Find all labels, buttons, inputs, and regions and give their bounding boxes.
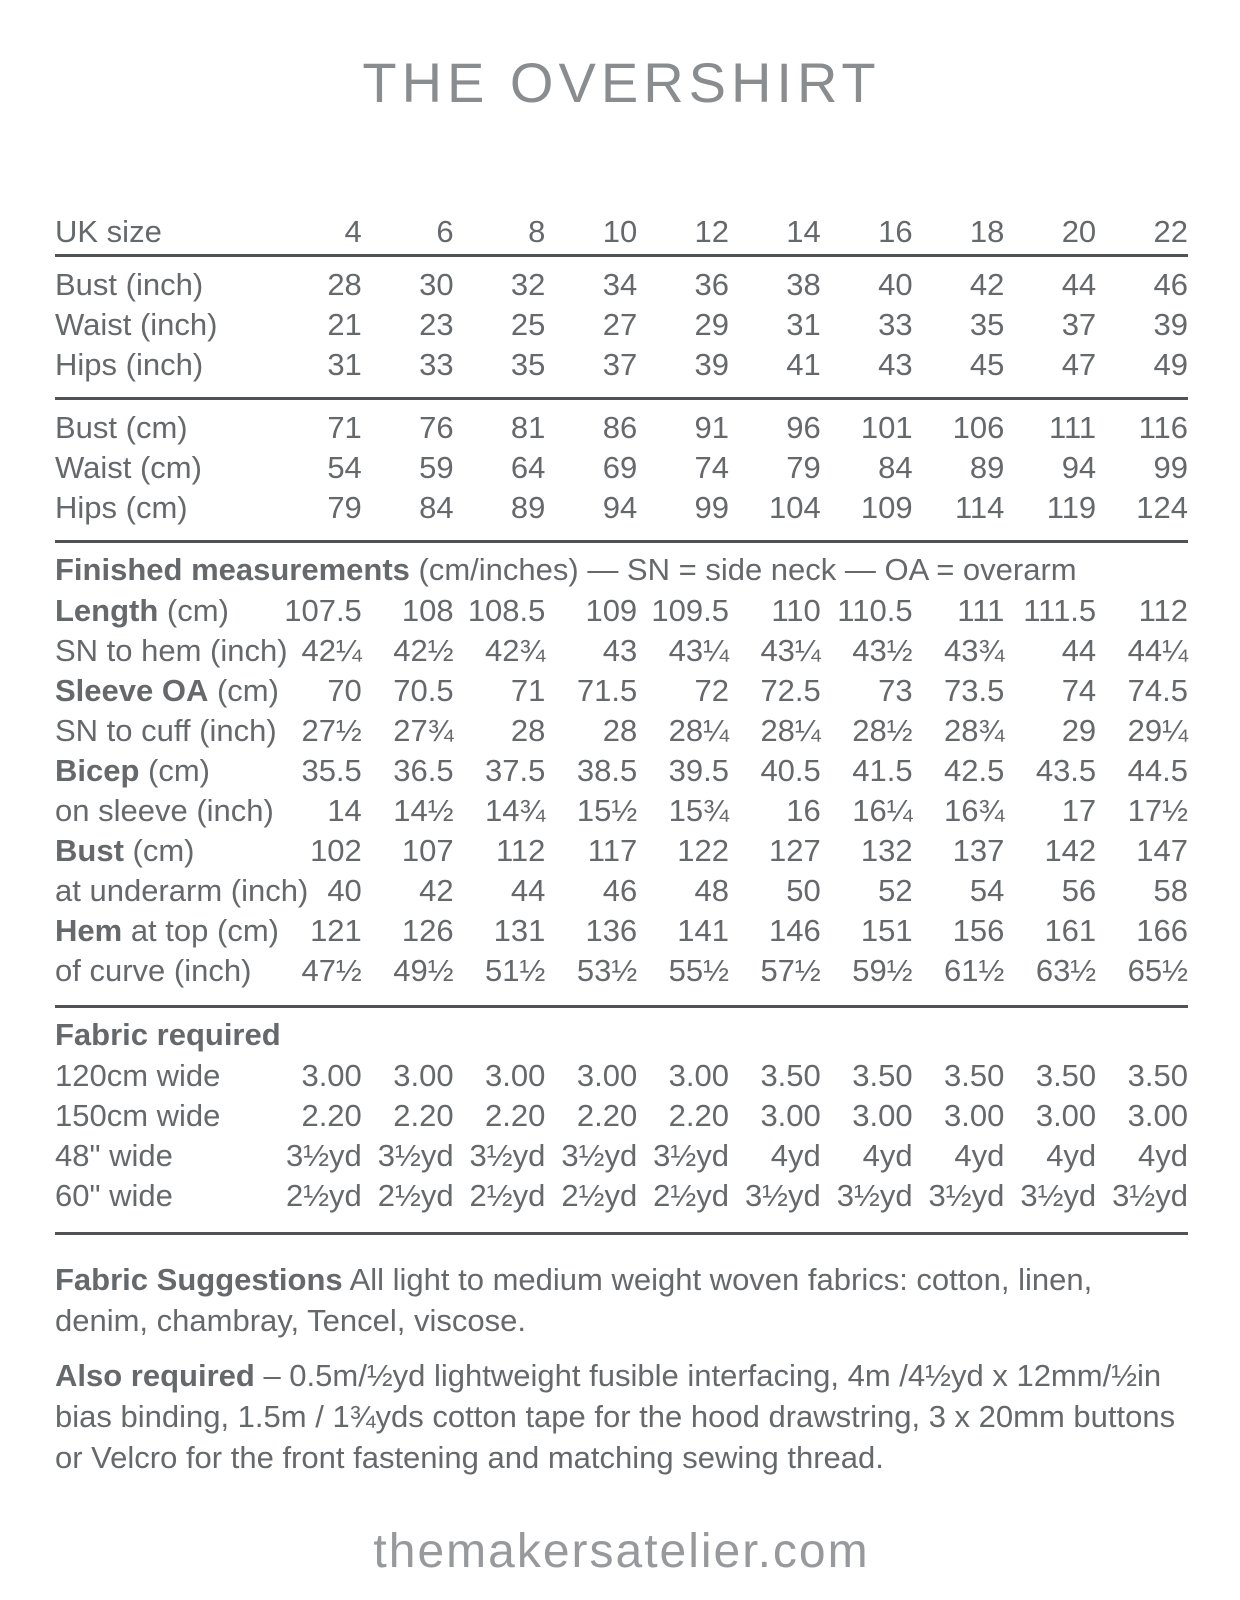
fabric-required-heading bbox=[55, 1014, 1188, 1056]
value-cell: 2.20 bbox=[393, 1098, 454, 1133]
value-cell: 14¾ bbox=[485, 793, 546, 828]
value-cell: 4yd bbox=[954, 1138, 1005, 1173]
value-cell: 38.5 bbox=[576, 753, 638, 788]
table-row bbox=[55, 831, 1188, 871]
value-cell: 51½ bbox=[485, 953, 546, 988]
value-cell: 111 bbox=[957, 593, 1005, 628]
value-cell: 32 bbox=[510, 267, 546, 302]
fabric-suggestions-text: All light to medium weight woven fabrics: cotton, linen, denim, chambray, Tencel, viscose. bbox=[55, 1262, 1093, 1338]
value-cell: 101 bbox=[860, 410, 913, 445]
finished-measurements-table bbox=[55, 591, 1188, 991]
value-cell: 39.5 bbox=[668, 753, 729, 788]
table-row bbox=[55, 408, 1188, 448]
row-label: 150cm wide bbox=[55, 1098, 221, 1133]
row-label: at underarm (inch) bbox=[55, 873, 309, 908]
value-cell: 104 bbox=[769, 490, 821, 525]
value-cell: 112 bbox=[495, 833, 546, 868]
value-cell: 31 bbox=[786, 307, 821, 342]
table-row bbox=[55, 671, 1188, 711]
value-cell: 2.20 bbox=[668, 1098, 729, 1133]
value-cell: 111 bbox=[1049, 410, 1097, 445]
value-cell: 15¾ bbox=[668, 793, 729, 828]
value-cell: 37 bbox=[1061, 307, 1097, 342]
value-cell: 142 bbox=[1044, 833, 1097, 868]
value-cell: 23 bbox=[419, 307, 454, 342]
value-cell: 131 bbox=[493, 913, 546, 948]
footer-url: themakersatelier.com bbox=[373, 1525, 870, 1578]
value-cell: 119 bbox=[1046, 490, 1097, 525]
value-cell: 16 bbox=[786, 793, 821, 828]
value-cell: 6 bbox=[436, 214, 454, 249]
value-cell: 3.00 bbox=[852, 1098, 913, 1133]
page-title: THE OVERSHIRT bbox=[362, 51, 881, 114]
value-cell: 28 bbox=[510, 713, 546, 748]
value-cell: 22 bbox=[1153, 214, 1188, 249]
value-cell: 110.5 bbox=[837, 593, 913, 628]
value-cell: 55½ bbox=[668, 953, 729, 988]
value-cell: 109 bbox=[860, 490, 913, 525]
value-cell: 35.5 bbox=[301, 753, 362, 788]
value-cell: 49½ bbox=[393, 953, 454, 988]
uk-size-table bbox=[55, 210, 1188, 254]
value-cell: 106 bbox=[952, 410, 1005, 445]
table-row bbox=[55, 345, 1188, 385]
value-cell: 111.5 bbox=[1023, 593, 1097, 628]
value-cell: 91 bbox=[694, 410, 729, 445]
value-cell: 109.5 bbox=[651, 593, 729, 628]
value-cell: 3.00 bbox=[576, 1058, 638, 1093]
row-label: Bicep (cm) bbox=[55, 753, 211, 788]
value-cell: 72.5 bbox=[760, 673, 821, 708]
also-required-paragraph bbox=[55, 1355, 1188, 1478]
value-cell: 3.50 bbox=[852, 1058, 913, 1093]
value-cell: 94 bbox=[602, 490, 638, 525]
row-label: 60" wide bbox=[55, 1178, 173, 1213]
also-required-text: – 0.5m/½yd lightweight fusible interfacing, 4m /4½yd x 12mm/½in bias binding, 1.5m / 1¾yds cotton tape for the hood drawstring, 3 x 20mm buttons or Velcro for the front fastening and matching sewing thread. bbox=[55, 1358, 1176, 1475]
value-cell: 43.5 bbox=[1035, 753, 1097, 788]
row-label: Hips (inch) bbox=[55, 347, 204, 382]
table-row bbox=[55, 210, 1188, 254]
value-cell: 44 bbox=[1061, 633, 1097, 668]
value-cell: 3.00 bbox=[301, 1058, 362, 1093]
value-cell: 114 bbox=[954, 490, 1005, 525]
row-label: SN to cuff (inch) bbox=[55, 713, 277, 748]
row-label: 120cm wide bbox=[55, 1058, 221, 1093]
table-row bbox=[55, 751, 1188, 791]
value-cell: 4yd bbox=[1046, 1138, 1097, 1173]
value-cell: 14 bbox=[327, 793, 362, 828]
value-cell: 40 bbox=[878, 267, 913, 302]
value-cell: 64 bbox=[510, 450, 546, 485]
table-row bbox=[55, 631, 1188, 671]
value-cell: 27½ bbox=[301, 713, 362, 748]
value-cell: 3.00 bbox=[393, 1058, 454, 1093]
value-cell: 47 bbox=[1061, 347, 1097, 382]
value-cell: 43¼ bbox=[760, 633, 821, 668]
value-cell: 3.00 bbox=[668, 1058, 729, 1093]
value-cell: 3½yd bbox=[469, 1138, 546, 1173]
value-cell: 4yd bbox=[862, 1138, 913, 1173]
value-cell: 70.5 bbox=[393, 673, 454, 708]
value-cell: 3.00 bbox=[760, 1098, 821, 1133]
value-cell: 59 bbox=[419, 450, 454, 485]
value-cell: 89 bbox=[510, 490, 546, 525]
value-cell: 141 bbox=[677, 913, 729, 948]
value-cell: 86 bbox=[602, 410, 638, 445]
row-label: Sleeve OA (cm) bbox=[55, 673, 279, 708]
value-cell: 54 bbox=[969, 873, 1005, 908]
value-cell: 3.50 bbox=[944, 1058, 1005, 1093]
body-inch-section bbox=[55, 257, 1188, 397]
value-cell: 42¾ bbox=[485, 633, 546, 668]
table-row bbox=[55, 951, 1188, 991]
value-cell: 12 bbox=[694, 214, 729, 249]
value-cell: 107.5 bbox=[284, 593, 362, 628]
row-label: Hips (cm) bbox=[55, 490, 188, 525]
value-cell: 96 bbox=[786, 410, 821, 445]
value-cell: 15½ bbox=[576, 793, 638, 828]
also-required-lead: Also required bbox=[55, 1358, 255, 1393]
value-cell: 126 bbox=[401, 913, 454, 948]
row-label: Bust (inch) bbox=[55, 267, 204, 302]
value-cell: 117 bbox=[587, 833, 638, 868]
value-cell: 79 bbox=[786, 450, 821, 485]
value-cell: 44 bbox=[510, 873, 546, 908]
value-cell: 99 bbox=[694, 490, 729, 525]
value-cell: 56 bbox=[1061, 873, 1097, 908]
fabric-heading-bold: Fabric required bbox=[55, 1017, 281, 1052]
value-cell: 29 bbox=[694, 307, 729, 342]
value-cell: 156 bbox=[952, 913, 1005, 948]
value-cell: 2.20 bbox=[576, 1098, 638, 1133]
value-cell: 84 bbox=[878, 450, 913, 485]
value-cell: 73 bbox=[878, 673, 913, 708]
value-cell: 81 bbox=[510, 410, 546, 445]
table-row bbox=[55, 1056, 1188, 1096]
value-cell: 38 bbox=[786, 267, 821, 302]
table-row bbox=[55, 448, 1188, 488]
value-cell: 28½ bbox=[852, 713, 913, 748]
value-cell: 41.5 bbox=[852, 753, 913, 788]
value-cell: 28 bbox=[602, 713, 638, 748]
value-cell: 39 bbox=[694, 347, 729, 382]
value-cell: 65½ bbox=[1127, 953, 1188, 988]
value-cell: 28¼ bbox=[668, 713, 729, 748]
value-cell: 132 bbox=[860, 833, 913, 868]
value-cell: 3.00 bbox=[944, 1098, 1005, 1133]
value-cell: 72 bbox=[694, 673, 729, 708]
finished-measurements-section bbox=[55, 543, 1188, 1005]
body-inch-table bbox=[55, 265, 1188, 385]
value-cell: 35 bbox=[510, 347, 546, 382]
value-cell: 3½yd bbox=[1112, 1178, 1188, 1213]
value-cell: 42¼ bbox=[301, 633, 362, 668]
value-cell: 40 bbox=[327, 873, 362, 908]
value-cell: 74 bbox=[1061, 673, 1097, 708]
row-label: Waist (cm) bbox=[55, 450, 202, 485]
value-cell: 25 bbox=[510, 307, 546, 342]
value-cell: 3½yd bbox=[744, 1178, 821, 1213]
notes-section bbox=[55, 1235, 1188, 1478]
value-cell: 33 bbox=[419, 347, 454, 382]
value-cell: 53½ bbox=[576, 953, 638, 988]
value-cell: 43 bbox=[602, 633, 638, 668]
value-cell: 36.5 bbox=[393, 753, 454, 788]
value-cell: 3½yd bbox=[1020, 1178, 1097, 1213]
row-label: Waist (inch) bbox=[55, 307, 218, 342]
value-cell: 8 bbox=[528, 214, 546, 249]
value-cell: 110 bbox=[771, 593, 821, 628]
value-cell: 121 bbox=[310, 913, 362, 948]
value-cell: 29 bbox=[1061, 713, 1097, 748]
value-cell: 46 bbox=[602, 873, 638, 908]
value-cell: 35 bbox=[969, 307, 1005, 342]
row-label: Bust (cm) bbox=[55, 833, 195, 868]
value-cell: 2½yd bbox=[561, 1178, 638, 1213]
value-cell: 43 bbox=[878, 347, 913, 382]
table-row bbox=[55, 265, 1188, 305]
value-cell: 52 bbox=[878, 873, 913, 908]
value-cell: 70 bbox=[327, 673, 362, 708]
value-cell: 63½ bbox=[1035, 953, 1097, 988]
value-cell: 4yd bbox=[1138, 1138, 1188, 1173]
value-cell: 3½yd bbox=[377, 1138, 454, 1173]
value-cell: 74 bbox=[694, 450, 729, 485]
value-cell: 16¼ bbox=[852, 793, 913, 828]
finished-measurements-heading bbox=[55, 549, 1188, 591]
value-cell: 58 bbox=[1153, 873, 1188, 908]
value-cell: 43½ bbox=[852, 633, 913, 668]
value-cell: 27 bbox=[602, 307, 638, 342]
value-cell: 20 bbox=[1061, 214, 1097, 249]
value-cell: 43¾ bbox=[944, 633, 1005, 668]
value-cell: 3½yd bbox=[561, 1138, 638, 1173]
value-cell: 50 bbox=[786, 873, 821, 908]
value-cell: 146 bbox=[769, 913, 821, 948]
table-row bbox=[55, 1096, 1188, 1136]
value-cell: 42½ bbox=[393, 633, 454, 668]
value-cell: 71.5 bbox=[576, 673, 638, 708]
uk-size-header-section bbox=[55, 210, 1188, 254]
value-cell: 21 bbox=[327, 307, 362, 342]
value-cell: 3.00 bbox=[1035, 1098, 1097, 1133]
finished-heading-bold: Finished measurements bbox=[55, 552, 410, 587]
value-cell: 3.50 bbox=[760, 1058, 821, 1093]
fabric-suggestions-paragraph bbox=[55, 1259, 1188, 1341]
value-cell: 37 bbox=[602, 347, 638, 382]
value-cell: 42 bbox=[419, 873, 454, 908]
value-cell: 102 bbox=[310, 833, 362, 868]
row-label: on sleeve (inch) bbox=[55, 793, 274, 828]
value-cell: 122 bbox=[677, 833, 729, 868]
value-cell: 14½ bbox=[393, 793, 454, 828]
table-row bbox=[55, 305, 1188, 345]
value-cell: 28¾ bbox=[944, 713, 1005, 748]
value-cell: 49 bbox=[1153, 347, 1188, 382]
value-cell: 2½yd bbox=[653, 1178, 729, 1213]
row-label: Hem at top (cm) bbox=[55, 913, 279, 948]
value-cell: 18 bbox=[969, 214, 1005, 249]
value-cell: 44¼ bbox=[1127, 633, 1188, 668]
value-cell: 40.5 bbox=[760, 753, 821, 788]
value-cell: 127 bbox=[769, 833, 821, 868]
value-cell: 37.5 bbox=[485, 753, 546, 788]
value-cell: 33 bbox=[878, 307, 913, 342]
table-row bbox=[55, 591, 1188, 631]
value-cell: 84 bbox=[419, 490, 454, 525]
value-cell: 2.20 bbox=[485, 1098, 546, 1133]
value-cell: 31 bbox=[327, 347, 362, 382]
row-label: Length (cm) bbox=[55, 593, 229, 628]
value-cell: 124 bbox=[1136, 490, 1188, 525]
fabric-suggestions-lead: Fabric Suggestions bbox=[55, 1262, 343, 1297]
value-cell: 29¼ bbox=[1127, 713, 1188, 748]
value-cell: 3.00 bbox=[1127, 1098, 1188, 1133]
value-cell: 107 bbox=[401, 833, 454, 868]
value-cell: 45 bbox=[969, 347, 1005, 382]
value-cell: 3½yd bbox=[653, 1138, 729, 1173]
value-cell: 3.50 bbox=[1127, 1058, 1188, 1093]
value-cell: 3½yd bbox=[836, 1178, 913, 1213]
body-cm-table bbox=[55, 408, 1188, 528]
value-cell: 17½ bbox=[1127, 793, 1188, 828]
value-cell: 109 bbox=[585, 593, 638, 628]
value-cell: 89 bbox=[969, 450, 1005, 485]
value-cell: 161 bbox=[1044, 913, 1097, 948]
value-cell: 99 bbox=[1153, 450, 1188, 485]
value-cell: 73.5 bbox=[944, 673, 1005, 708]
value-cell: 27¾ bbox=[393, 713, 454, 748]
value-cell: 42 bbox=[969, 267, 1005, 302]
value-cell: 71 bbox=[327, 410, 362, 445]
value-cell: 30 bbox=[419, 267, 454, 302]
body-cm-section bbox=[55, 400, 1188, 540]
row-label: 48" wide bbox=[55, 1138, 173, 1173]
value-cell: 112 bbox=[1138, 593, 1188, 628]
value-cell: 76 bbox=[419, 410, 454, 445]
value-cell: 2½yd bbox=[377, 1178, 454, 1213]
value-cell: 16 bbox=[878, 214, 913, 249]
table-row bbox=[55, 871, 1188, 911]
value-cell: 48 bbox=[694, 873, 729, 908]
value-cell: 39 bbox=[1153, 307, 1188, 342]
value-cell: 94 bbox=[1061, 450, 1097, 485]
value-cell: 59½ bbox=[852, 953, 913, 988]
value-cell: 4yd bbox=[770, 1138, 821, 1173]
value-cell: 46 bbox=[1153, 267, 1188, 302]
value-cell: 151 bbox=[860, 913, 913, 948]
value-cell: 147 bbox=[1136, 833, 1188, 868]
table-row bbox=[55, 911, 1188, 951]
fabric-required-table bbox=[55, 1056, 1188, 1216]
table-row bbox=[55, 488, 1188, 528]
value-cell: 2½yd bbox=[469, 1178, 546, 1213]
value-cell: 44.5 bbox=[1127, 753, 1188, 788]
value-cell: 43¼ bbox=[668, 633, 729, 668]
value-cell: 108.5 bbox=[467, 593, 546, 628]
value-cell: 54 bbox=[327, 450, 362, 485]
value-cell: 137 bbox=[952, 833, 1005, 868]
value-cell: 34 bbox=[602, 267, 638, 302]
row-label: Bust (cm) bbox=[55, 410, 188, 445]
value-cell: 16¾ bbox=[944, 793, 1005, 828]
value-cell: 14 bbox=[786, 214, 821, 249]
value-cell: 69 bbox=[602, 450, 638, 485]
row-label: SN to hem (inch) bbox=[55, 633, 288, 668]
value-cell: 116 bbox=[1138, 410, 1188, 445]
value-cell: 3.50 bbox=[1035, 1058, 1097, 1093]
value-cell: 47½ bbox=[301, 953, 362, 988]
value-cell: 28 bbox=[327, 267, 362, 302]
value-cell: 4 bbox=[344, 214, 362, 249]
value-cell: 44 bbox=[1061, 267, 1097, 302]
value-cell: 74.5 bbox=[1127, 673, 1188, 708]
value-cell: 17 bbox=[1061, 793, 1097, 828]
value-cell: 71 bbox=[510, 673, 546, 708]
fabric-required-section bbox=[55, 1008, 1188, 1232]
table-row bbox=[55, 1136, 1188, 1176]
value-cell: 2.20 bbox=[301, 1098, 362, 1133]
value-cell: 2½yd bbox=[285, 1178, 362, 1213]
value-cell: 57½ bbox=[760, 953, 821, 988]
value-cell: 42.5 bbox=[944, 753, 1005, 788]
value-cell: 3½yd bbox=[285, 1138, 362, 1173]
value-cell: 108 bbox=[401, 593, 454, 628]
finished-heading-rest: (cm/inches) — SN = side neck — OA = overarm bbox=[409, 552, 1077, 587]
value-cell: 10 bbox=[602, 214, 638, 249]
value-cell: 79 bbox=[327, 490, 362, 525]
value-cell: 166 bbox=[1136, 913, 1188, 948]
table-row bbox=[55, 711, 1188, 751]
value-cell: 61½ bbox=[944, 953, 1005, 988]
value-cell: 28¼ bbox=[760, 713, 821, 748]
value-cell: 41 bbox=[786, 347, 821, 382]
table-row bbox=[55, 791, 1188, 831]
table-row bbox=[55, 1176, 1188, 1216]
value-cell: 3.00 bbox=[485, 1058, 546, 1093]
row-label: of curve (inch) bbox=[55, 953, 252, 988]
row-label: UK size bbox=[55, 214, 162, 249]
value-cell: 36 bbox=[694, 267, 729, 302]
value-cell: 136 bbox=[585, 913, 638, 948]
value-cell: 3½yd bbox=[928, 1178, 1005, 1213]
